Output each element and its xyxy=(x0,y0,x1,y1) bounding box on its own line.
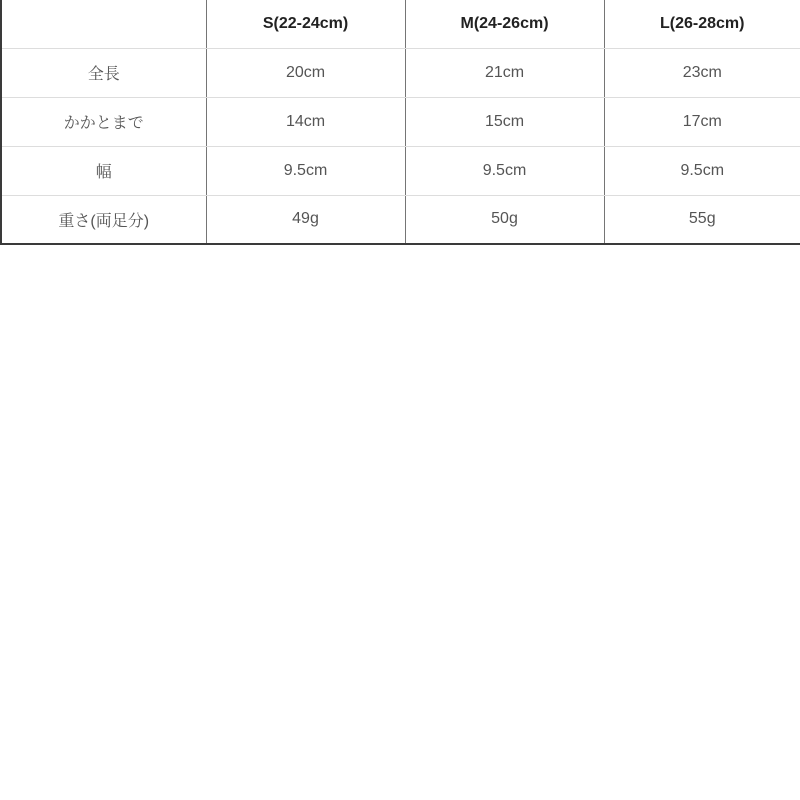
size-column-header-m: M(24-26cm) xyxy=(405,0,604,48)
row-label-weight: 重さ(両足分) xyxy=(1,195,206,244)
table-cell: 9.5cm xyxy=(604,146,800,195)
size-table-corner-cell xyxy=(1,0,206,48)
size-table-header-row xyxy=(1,0,800,48)
table-cell: 49g xyxy=(206,195,405,244)
table-cell: 21cm xyxy=(405,48,604,97)
table-cell: 20cm xyxy=(206,48,405,97)
size-column-header-s: S(22-24cm) xyxy=(206,0,405,48)
table-row-weight xyxy=(1,195,800,244)
table-cell: 17cm xyxy=(604,97,800,146)
size-spec-table xyxy=(0,0,800,245)
table-row-total-length xyxy=(1,48,800,97)
table-cell: 9.5cm xyxy=(206,146,405,195)
row-label-to-heel: かかとまで xyxy=(1,97,206,146)
table-cell: 15cm xyxy=(405,97,604,146)
table-cell: 50g xyxy=(405,195,604,244)
table-cell: 14cm xyxy=(206,97,405,146)
row-label-total-length: 全長 xyxy=(1,48,206,97)
table-cell: 55g xyxy=(604,195,800,244)
row-label-width: 幅 xyxy=(1,146,206,195)
table-row-to-heel xyxy=(1,97,800,146)
table-row-width xyxy=(1,146,800,195)
table-cell: 9.5cm xyxy=(405,146,604,195)
table-cell: 23cm xyxy=(604,48,800,97)
size-column-header-l: L(26-28cm) xyxy=(604,0,800,48)
